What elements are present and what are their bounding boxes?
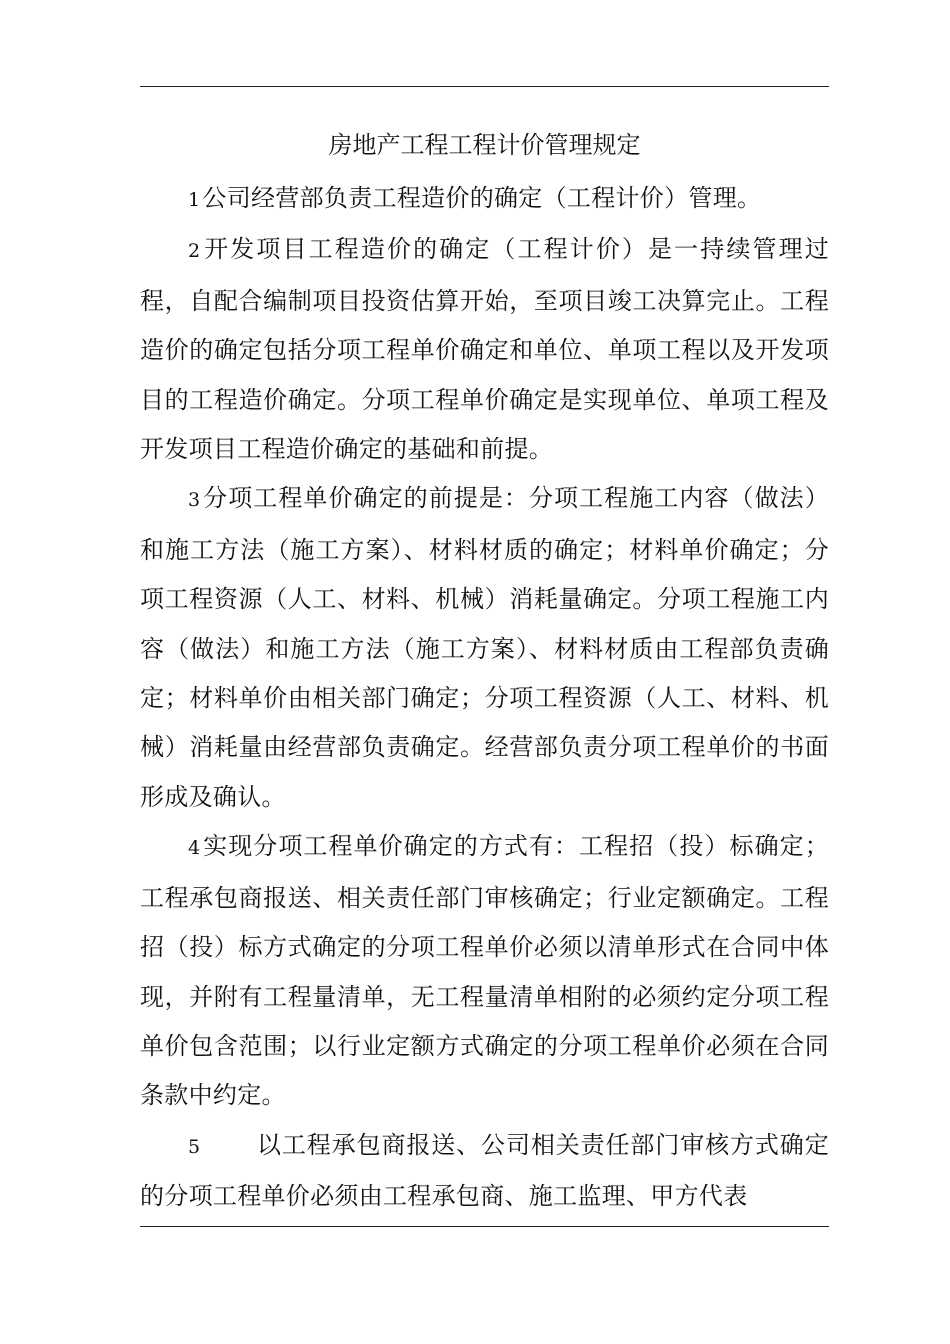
paragraph-4: [140, 822, 829, 1120]
header-rule: [140, 86, 829, 87]
document-title: 房地产工程工程计价管理规定: [328, 131, 641, 159]
paragraph-1: [140, 174, 829, 225]
paragraph-number: 3: [188, 489, 201, 512]
paragraph-number: 2: [188, 240, 201, 263]
paragraph-3: [140, 474, 829, 822]
footer-rule: [140, 1226, 829, 1227]
paragraph-number: 1: [188, 189, 201, 211]
paragraph-text: 公司经营部负责工程造价的确定（工程计价）管理。: [202, 184, 762, 212]
paragraph-text: 以工程承包商报送、公司相关责任部门审核方式确定的分项工程单价必须由工程承包商、施工监理、甲方代表: [140, 1130, 829, 1211]
document-body: [140, 118, 829, 1222]
paragraph-number: 5: [188, 1135, 201, 1158]
paragraph-number: 4: [188, 837, 201, 860]
paragraph-5: [140, 1121, 829, 1222]
paragraph-text: 实现分项工程单价确定的方式有：工程招（投）标确定；工程承包商报送、相关责任部门审核确定；行业定额确定。工程招（投）标方式确定的分项工程单价必须以清单形式在合同中体现，并附有工程量清单，无工程量清单相附的必须约定分项工程单价包含范围；以行业定额方式确定的分项工程单价必须在合同条款中约定。: [140, 832, 829, 1110]
paragraph-2: [140, 225, 829, 474]
paragraph-text: 分项工程单价确定的前提是：分项工程施工内容（做法）和施工方法（施工方案）、材料材质的确定；材料单价确定；分项工程资源（人工、材料、机械）消耗量确定。分项工程施工内容（做法）和施工方法（施工方案）、材料材质由工程部负责确定；材料单价由相关部门确定；分项工程资源（人工、材料、机械）消耗量由经营部负责确定。经营部负责分项工程单价的书面形成及确认。: [140, 484, 829, 811]
paragraph-text: 开发项目工程造价的确定（工程计价）是一持续管理过程，自配合编制项目投资估算开始，至项目竣工决算完止。工程造价的确定包括分项工程单价确定和单位、单项工程以及开发项目的工程造价确定。分项工程单价确定是实现单位、单项工程及开发项目工程造价确定的基础和前提。: [140, 235, 829, 464]
